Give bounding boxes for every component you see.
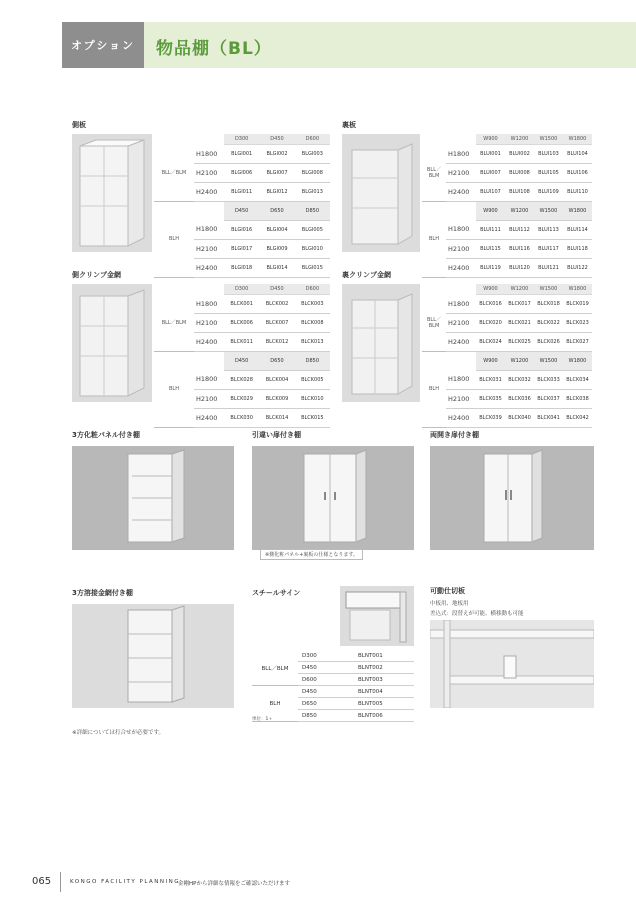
col-header: W900 (476, 352, 505, 371)
col-header: D850 (295, 202, 330, 221)
row-height: H1800 (194, 370, 224, 389)
col-header: W1200 (505, 284, 534, 295)
code-cell: BLUI103 (534, 145, 563, 164)
code-cell: BLUI119 (476, 258, 505, 277)
code-cell: BLGI015 (295, 258, 330, 277)
code-cell: BLNT004 (358, 686, 414, 698)
col-header: D650 (259, 202, 294, 221)
unit-note: 単位：1ヶ (252, 717, 273, 722)
code-cell: BLCK036 (505, 389, 534, 408)
divider-desc-2: 差込式：段替えが可能、横移動も可能 (430, 611, 524, 617)
group-label: BLH (154, 202, 194, 278)
open-shelf-icon (72, 446, 234, 550)
side-panel-table (154, 134, 330, 278)
row-height: H2400 (194, 258, 224, 277)
group-label: BLL／BLM (422, 295, 446, 352)
col-header: W900 (476, 284, 505, 295)
code-cell: BLCK034 (563, 370, 592, 389)
row-height: H2400 (194, 408, 224, 427)
depth-cell: D600 (298, 674, 358, 686)
code-cell: BLGI011 (224, 183, 259, 202)
side-clip-photo (72, 284, 152, 402)
depth-cell: D850 (298, 710, 358, 722)
back-panel-label: 裏板 (342, 121, 356, 129)
code-cell: BLNT005 (358, 698, 414, 710)
col-header: W1200 (505, 202, 534, 221)
side-clip-label: 側クリンプ金網 (72, 271, 121, 279)
steel-sign-label: スチールサイン (252, 589, 301, 597)
code-cell: BLCK002 (259, 295, 294, 314)
col-header: D300 (224, 284, 259, 295)
code-cell: BLUI122 (563, 258, 592, 277)
code-cell: BLUI008 (505, 164, 534, 183)
group-label: BLH (422, 352, 446, 428)
code-cell: BLCK031 (476, 370, 505, 389)
code-cell: BLCK003 (295, 295, 330, 314)
detail-note: ※詳細については打合せが必要です。 (72, 730, 165, 736)
side-panel-photo (72, 134, 152, 252)
code-cell: BLGI004 (259, 220, 294, 239)
col-header: W1500 (534, 134, 563, 145)
row-height: H2400 (194, 183, 224, 202)
code-cell: BLNT002 (358, 662, 414, 674)
col-header: D650 (259, 352, 294, 371)
row-height: H1800 (446, 220, 476, 239)
row-height: H2100 (446, 164, 476, 183)
code-cell: BLUI115 (476, 239, 505, 258)
col-header: D300 (224, 134, 259, 145)
row-height: H2100 (194, 314, 224, 333)
col-header: W1200 (505, 134, 534, 145)
code-cell: BLCK041 (534, 408, 563, 427)
code-cell: BLGI018 (224, 258, 259, 277)
row-height: H2400 (446, 408, 476, 427)
code-cell: BLCK006 (224, 314, 259, 333)
code-cell: BLUI120 (505, 258, 534, 277)
panel-note: ※側化粧パネル+裏板の仕様となります。 (260, 549, 363, 560)
side-panel-label: 側板 (72, 121, 86, 129)
code-cell: BLUI114 (563, 220, 592, 239)
steel-sign-photo (340, 586, 414, 646)
group-label: BLL／BLM (154, 295, 194, 352)
row-height: H2400 (446, 183, 476, 202)
code-cell: BLUI106 (563, 164, 592, 183)
row-height: H2100 (446, 389, 476, 408)
row-height: H2100 (446, 239, 476, 258)
code-cell: BLUI007 (476, 164, 505, 183)
back-clip-label: 裏クリンプ金網 (342, 271, 391, 279)
sliding-cabinet-icon (252, 446, 414, 550)
col-header: D450 (224, 202, 259, 221)
code-cell: BLCK019 (563, 295, 592, 314)
code-cell: BLCK016 (476, 295, 505, 314)
code-cell: BLGI003 (295, 145, 330, 164)
code-cell: BLUI113 (534, 220, 563, 239)
double-door-cabinet-icon (430, 446, 594, 550)
page-number: 065 (32, 876, 52, 887)
code-cell: BLGI005 (295, 220, 330, 239)
shelf-illustration-icon (72, 284, 152, 402)
col-header: D850 (295, 352, 330, 371)
code-cell: BLNT003 (358, 674, 414, 686)
row-height: H2100 (194, 389, 224, 408)
code-cell: BLGI012 (259, 183, 294, 202)
col-header: D450 (224, 352, 259, 371)
code-cell: BLGI014 (259, 258, 294, 277)
sliding-door-photo (252, 446, 414, 550)
row-height: H1800 (194, 220, 224, 239)
col-header: D450 (259, 284, 294, 295)
code-cell: BLGI006 (224, 164, 259, 183)
wire-shelf-photo (72, 604, 234, 708)
col-header: W1500 (534, 202, 563, 221)
col-header: W900 (476, 202, 505, 221)
row-height: H2100 (194, 239, 224, 258)
divider-plate-icon (430, 620, 594, 708)
code-cell: BLNT001 (358, 650, 414, 662)
double-door-photo (430, 446, 594, 550)
panel-shelf-photo (72, 446, 234, 550)
back-clip-photo (342, 284, 420, 402)
code-cell: BLGI001 (224, 145, 259, 164)
code-cell: BLGI002 (259, 145, 294, 164)
footer-divider (60, 872, 61, 892)
row-height: H1800 (446, 295, 476, 314)
section-tab: オプション (62, 22, 144, 68)
page-title: 物品棚（BL） (156, 39, 272, 59)
back-clip-table (422, 284, 592, 428)
col-header: W1500 (534, 352, 563, 371)
code-cell: BLCK024 (476, 333, 505, 352)
code-cell: BLCK030 (224, 408, 259, 427)
code-cell: BLCK017 (505, 295, 534, 314)
code-cell: BLCK022 (534, 314, 563, 333)
group-label: BLH (154, 352, 194, 428)
code-cell: BLCK025 (505, 333, 534, 352)
row-height: H2400 (194, 333, 224, 352)
code-cell: BLCK032 (505, 370, 534, 389)
row-height: H2100 (194, 164, 224, 183)
code-cell: BLCK001 (224, 295, 259, 314)
code-cell: BLCK015 (295, 408, 330, 427)
code-cell: BLUI117 (534, 239, 563, 258)
back-panel-table (422, 134, 592, 278)
col-header: W1800 (563, 134, 592, 145)
side-clip-table (154, 284, 330, 428)
sign-plate-icon (340, 586, 414, 646)
col-header: W1800 (563, 202, 592, 221)
code-cell: BLUI105 (534, 164, 563, 183)
code-cell: BLCK012 (259, 333, 294, 352)
group-label: BLL／BLM (154, 145, 194, 202)
code-cell: BLUI107 (476, 183, 505, 202)
code-cell: BLCK026 (534, 333, 563, 352)
code-cell: BLCK042 (563, 408, 592, 427)
row-height: H2100 (446, 314, 476, 333)
code-cell: BLUI108 (505, 183, 534, 202)
code-cell: BLCK021 (505, 314, 534, 333)
wire-mesh-shelf-icon (72, 604, 234, 708)
code-cell: BLCK035 (476, 389, 505, 408)
col-header: W1500 (534, 284, 563, 295)
code-cell: BLNT006 (358, 710, 414, 722)
code-cell: BLUI104 (563, 145, 592, 164)
code-cell: BLCK023 (563, 314, 592, 333)
code-cell: BLCK008 (295, 314, 330, 333)
footer-message: 金剛HPから詳細な情報をご確認いただけます (178, 881, 290, 887)
row-height: H1800 (194, 145, 224, 164)
divider-label: 可動仕切板 (430, 587, 465, 595)
col-header: W1200 (505, 352, 534, 371)
code-cell: BLUI110 (563, 183, 592, 202)
divider-photo (430, 620, 594, 708)
col-header: W1800 (563, 352, 592, 371)
shelf-illustration-icon (342, 134, 420, 252)
code-cell: BLUI121 (534, 258, 563, 277)
code-cell: BLUI111 (476, 220, 505, 239)
col-header: D600 (295, 134, 330, 145)
col-header: W900 (476, 134, 505, 145)
code-cell: BLGI016 (224, 220, 259, 239)
code-cell: BLGI007 (259, 164, 294, 183)
code-cell: BLCK014 (259, 408, 294, 427)
code-cell: BLUI118 (563, 239, 592, 258)
row-height: H2400 (446, 258, 476, 277)
code-cell: BLUI109 (534, 183, 563, 202)
code-cell: BLCK004 (259, 370, 294, 389)
group-label: BLL／BLM (422, 145, 446, 202)
code-cell: BLUI001 (476, 145, 505, 164)
code-cell: BLCK013 (295, 333, 330, 352)
group-label: BLL／BLM (252, 650, 298, 686)
code-cell: BLCK028 (224, 370, 259, 389)
company-name: KONGO FACILITY PLANNING (70, 879, 181, 885)
code-cell: BLCK009 (259, 389, 294, 408)
panel-shelf-label: 3方化粧パネル付き棚 (72, 431, 140, 439)
row-height: H1800 (446, 145, 476, 164)
code-cell: BLUI002 (505, 145, 534, 164)
code-cell: BLCK005 (295, 370, 330, 389)
row-height: H1800 (194, 295, 224, 314)
col-header: D600 (295, 284, 330, 295)
code-cell: BLGI017 (224, 239, 259, 258)
group-label: BLH (422, 202, 446, 278)
code-cell: BLCK033 (534, 370, 563, 389)
group-label: BLH (252, 686, 298, 722)
double-door-label: 両開き扉付き棚 (430, 431, 479, 439)
row-height: H1800 (446, 370, 476, 389)
code-cell: BLCK027 (563, 333, 592, 352)
divider-desc-1: 中板用、地板用 (430, 601, 469, 607)
depth-cell: D650 (298, 698, 358, 710)
depth-cell: D450 (298, 686, 358, 698)
code-cell: BLCK029 (224, 389, 259, 408)
sliding-door-label: 引違い扉付き棚 (252, 431, 301, 439)
depth-cell: D450 (298, 662, 358, 674)
code-cell: BLCK018 (534, 295, 563, 314)
depth-cell: D300 (298, 650, 358, 662)
shelf-illustration-icon (342, 284, 420, 402)
wire-shelf-label: 3方溶接金網付き棚 (72, 589, 133, 597)
code-cell: BLGI009 (259, 239, 294, 258)
code-cell: BLGI010 (295, 239, 330, 258)
code-cell: BLCK039 (476, 408, 505, 427)
code-cell: BLCK037 (534, 389, 563, 408)
code-cell: BLGI008 (295, 164, 330, 183)
col-header: D450 (259, 134, 294, 145)
shelf-illustration-icon (72, 134, 152, 252)
row-height: H2400 (446, 333, 476, 352)
code-cell: BLCK010 (295, 389, 330, 408)
code-cell: BLCK038 (563, 389, 592, 408)
code-cell: BLGI013 (295, 183, 330, 202)
code-cell: BLCK011 (224, 333, 259, 352)
code-cell: BLCK020 (476, 314, 505, 333)
sign-table (252, 650, 414, 722)
code-cell: BLCK040 (505, 408, 534, 427)
code-cell: BLCK007 (259, 314, 294, 333)
code-cell: BLUI112 (505, 220, 534, 239)
code-cell: BLUI116 (505, 239, 534, 258)
col-header: W1800 (563, 284, 592, 295)
back-panel-photo (342, 134, 420, 252)
